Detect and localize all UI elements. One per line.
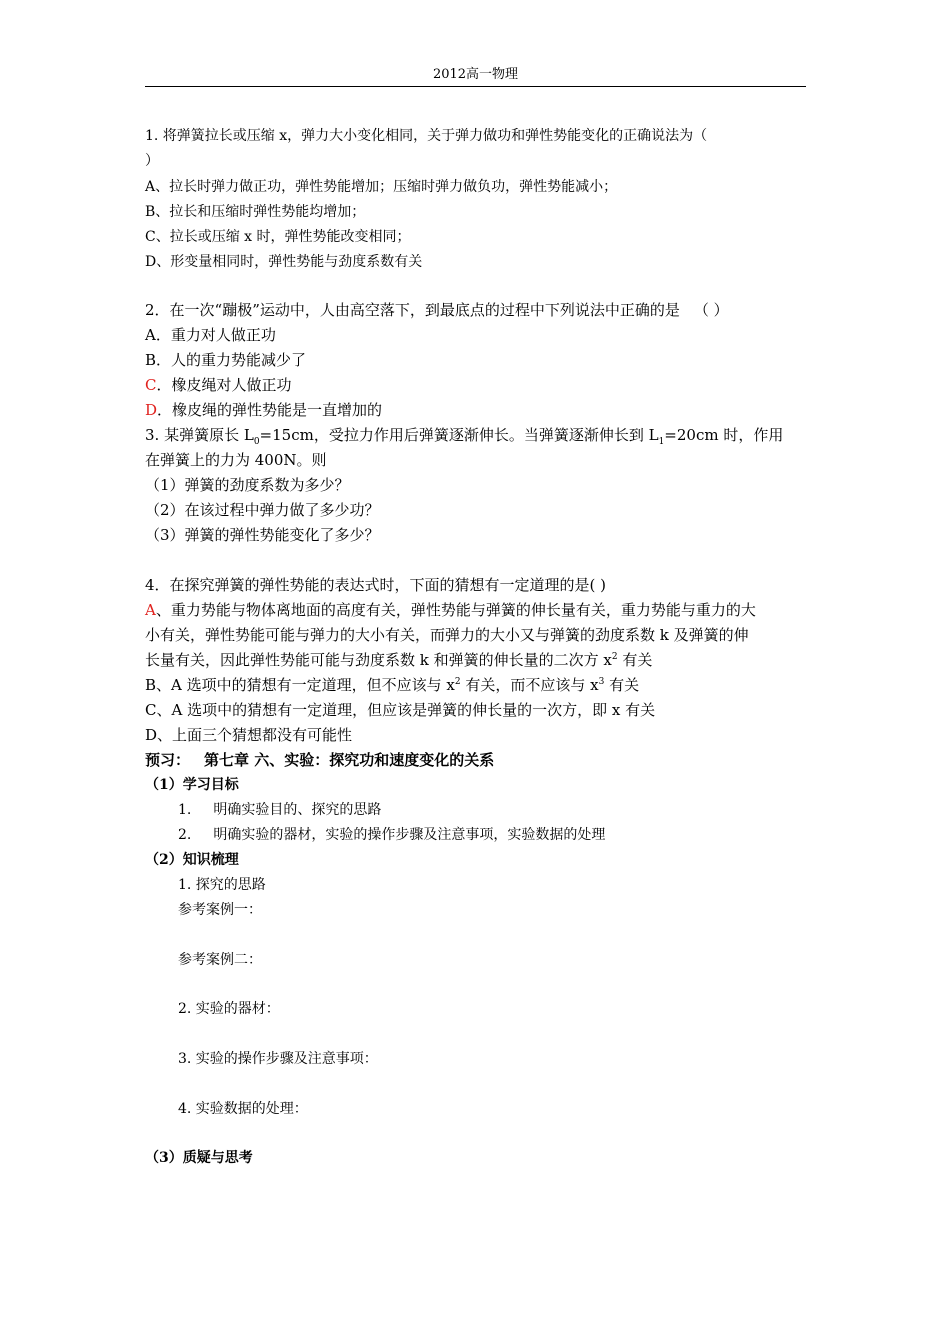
- goal-item-1: [178, 800, 843, 820]
- q4-option-a-text3: 长量有关，因此弹性势能可能与劲度系数 k 和弹簧的伸长量的二次方 x: [145, 651, 612, 669]
- q4-option-a-text3-end: 有关: [617, 651, 653, 669]
- q2-option-c-letter: C: [145, 376, 157, 394]
- q1-stem-close: ）: [145, 153, 159, 169]
- q2-option-a-text: ．重力对人做正功: [155, 326, 276, 344]
- q2-option-d-letter: D: [145, 401, 158, 419]
- q2-option-b-text: ．人的重力势能减少了: [156, 351, 307, 369]
- q4-stem: 4．在探究弹簧的弹性势能的表达式时，下面的猜想有一定道理的是( ): [145, 576, 607, 594]
- q3-subscript-0: 0: [253, 437, 260, 447]
- q2-option-a-letter: A: [145, 326, 156, 344]
- q3-stem-part3: =20cm 时，作用: [664, 426, 784, 444]
- q3-stem: [145, 425, 810, 445]
- section-3-title: （3）质疑与思考: [145, 1150, 253, 1166]
- goal-item-1-number: 1.: [178, 802, 192, 818]
- q1-option-b: B、拉长和压缩时弹性势能均增加；: [145, 204, 366, 220]
- q3-sub-3: （3）弹簧的弹性势能变化了多少？: [145, 526, 380, 544]
- q3-sub-2: （2）在该过程中弹力做了多少功？: [145, 501, 380, 519]
- goal-item-2-number: 2.: [178, 827, 192, 843]
- q2-option-b: [145, 350, 810, 370]
- q4-option-a-letter: A: [145, 601, 156, 619]
- q2-option-d: [145, 400, 810, 420]
- q2-stem: [145, 300, 810, 320]
- q2-option-a: [145, 325, 810, 345]
- q3-stem-part1: 3. 某弹簧原长 L: [145, 426, 254, 444]
- q3-subscript-1: 1: [658, 437, 665, 447]
- q2-option-c-text: ．橡皮绳对人做正功: [156, 376, 292, 394]
- q1-option-d: D、形变量相同时，弹性势能与劲度系数有关: [145, 254, 423, 270]
- q2-option-c: [145, 375, 810, 395]
- q2-option-b-letter: B: [145, 351, 157, 369]
- outline-line-6: 4. 实验数据的处理：: [178, 1101, 308, 1117]
- q4-option-b-text3: 有关: [604, 676, 640, 694]
- preview-heading: [145, 750, 810, 770]
- goal-item-2: [178, 825, 843, 845]
- goal-item-2-text: 明确实验的器材，实验的操作步骤及注意事项，实验数据的处理: [213, 827, 606, 843]
- q2-answer-paren: （ ）: [693, 301, 729, 319]
- q1-option-a: A、拉长时弹力做正功，弹性势能增加；压缩时弹力做负功，弹性势能减小；: [145, 179, 618, 195]
- q4-option-c: C、A 选项中的猜想有一定道理，但应该是弹簧的伸长量的一次方，即 x 有关: [145, 701, 656, 719]
- outline-line-1: 1. 探究的思路: [178, 877, 266, 893]
- q1-stem: [145, 126, 810, 146]
- q4-superscript-2: 2: [611, 652, 618, 662]
- q4-option-a-line2: 小有关，弹性势能可能与弹力的大小有关，而弹力的大小又与弹簧的劲度系数 k 及弹簧的伸: [145, 626, 749, 644]
- outline-line-2: 参考案例一：: [178, 902, 262, 918]
- q4-option-b-sup-3: 3: [598, 677, 605, 687]
- outline-line-3: 参考案例二：: [178, 952, 262, 968]
- q3-stem-line2: 在弹簧上的力为 400N。则: [145, 451, 327, 469]
- q4-option-a-line3: [145, 650, 810, 670]
- outline-line-4: 2. 实验的器材：: [178, 1001, 280, 1017]
- q2-option-d-text: ．橡皮绳的弹性势能是一直增加的: [157, 401, 383, 419]
- q3-sub-1: （1）弹簧的劲度系数为多少？: [145, 476, 350, 494]
- header-divider: [145, 86, 806, 87]
- section-2-title: （2）知识梳理: [145, 852, 239, 868]
- section-1-title: （1）学习目标: [145, 777, 239, 793]
- q1-option-c: C、拉长或压缩 x 时，弹性势能改变相同；: [145, 229, 411, 245]
- goal-item-1-text: 明确实验目的、探究的思路: [213, 802, 382, 818]
- q2-stem-text: 2．在一次“蹦极”运动中，人由高空落下，到最底点的过程中下列说法中正确的是: [145, 301, 680, 319]
- q4-option-a-text1: 、重力势能与物体离地面的高度有关，弹性势能与弹簧的伸长量有关，重力势能与重力的大: [155, 601, 756, 619]
- q4-option-b: [145, 675, 810, 695]
- q1-stem-text: 1. 将弹簧拉长或压缩 x，弹力大小变化相同，关于弹力做功和弹性势能变化的正确说法为（: [145, 128, 708, 144]
- q4-option-b-sup-2: 2: [454, 677, 461, 687]
- preview-label: 预习：: [145, 751, 191, 769]
- page-header: 2012高一物理: [432, 67, 519, 82]
- q3-stem-part2: =15cm，受拉力作用后弹簧逐渐伸长。当弹簧逐渐伸长到 L: [259, 426, 659, 444]
- q4-option-b-text1: B、A 选项中的猜想有一定道理，但不应该与 x: [145, 676, 455, 694]
- q4-option-d: D、上面三个猜想都没有可能性: [145, 726, 353, 744]
- preview-title: 第七章 六、实验：探究功和速度变化的关系: [204, 751, 495, 769]
- q4-option-b-text2: 有关，而不应该与 x: [460, 676, 599, 694]
- outline-line-5: 3. 实验的操作步骤及注意事项：: [178, 1051, 378, 1067]
- q4-option-a-line1: [145, 600, 810, 620]
